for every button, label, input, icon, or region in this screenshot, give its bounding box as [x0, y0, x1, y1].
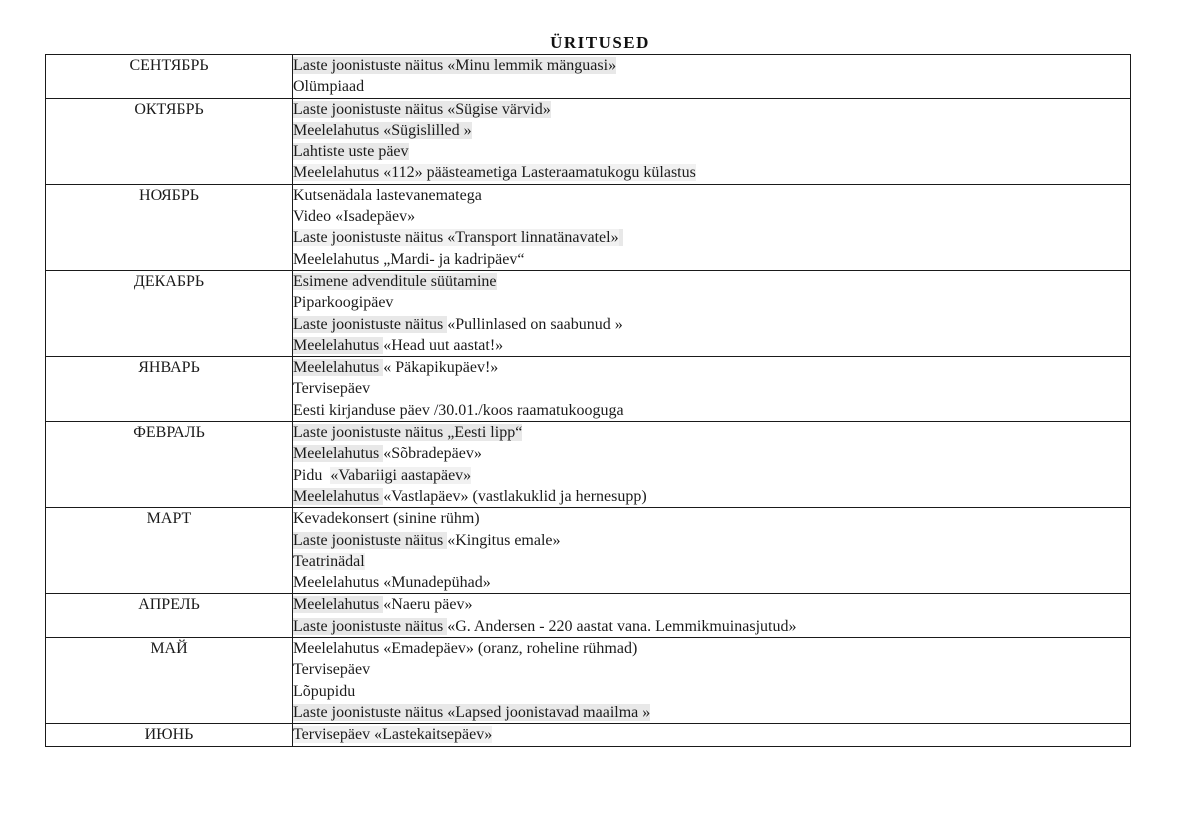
- event-line: [293, 659, 1130, 680]
- event-line: [293, 335, 1130, 356]
- event-line: [293, 486, 1130, 507]
- table-row: [46, 724, 1131, 746]
- event-line: [293, 357, 1130, 378]
- month-cell: ОКТЯБРЬ: [46, 98, 293, 184]
- month-cell: МАЙ: [46, 638, 293, 724]
- event-text: [619, 229, 623, 246]
- event-line: [293, 249, 1130, 270]
- event-line: [293, 443, 1130, 464]
- table-row: [46, 98, 1131, 184]
- event-text: Laste joonistuste näitus «Sügise värvid»: [293, 100, 551, 118]
- table-row: [46, 508, 1131, 594]
- events-cell: [293, 422, 1131, 508]
- event-line: [293, 99, 1130, 120]
- event-text: Meelelahutus: [293, 445, 384, 463]
- event-line: [293, 292, 1130, 313]
- event-text: Tervisepäev: [293, 380, 371, 398]
- event-text: Tervisepäev: [293, 661, 371, 679]
- event-text: Laste joonistuste näitus „Eesti lipp“: [293, 424, 523, 442]
- month-cell: ЯНВАРЬ: [46, 357, 293, 422]
- event-line: [293, 702, 1130, 723]
- event-line: [293, 378, 1130, 399]
- event-line: [293, 422, 1130, 443]
- month-cell: ДЕКАБРЬ: [46, 270, 293, 356]
- table-row: [46, 357, 1131, 422]
- event-text: «G. Andersen - 220 aastat vana. Lemmikmuinasjutud»: [447, 617, 797, 635]
- events-cell: [293, 357, 1131, 422]
- event-line: [293, 162, 1130, 183]
- event-text: Laste joonistuste näitus «Transport linnatänavatel»: [293, 229, 619, 247]
- event-text: «Vastlapäev» (vastlakuklid ja hernesupp): [383, 487, 647, 505]
- event-text: Kevadekonsert (sinine rühm): [293, 510, 480, 528]
- event-text: Tervisepäev «Lastekaitsepäev»: [293, 726, 493, 744]
- event-text: Laste joonistuste näitus: [293, 315, 448, 333]
- event-text: Meelelahutus «Sügislilled »: [293, 121, 472, 139]
- event-line: [293, 400, 1130, 421]
- event-text: Meelelahutus: [293, 359, 384, 377]
- event-text: Olümpiaad: [293, 78, 365, 96]
- event-line: [293, 681, 1130, 702]
- events-cell: [293, 508, 1131, 594]
- event-line: [293, 724, 1130, 745]
- event-text: Lõpupidu: [293, 682, 356, 700]
- event-line: [293, 530, 1130, 551]
- event-text: «Vabariigi aastapäev»: [330, 466, 472, 484]
- table-row: [46, 270, 1131, 356]
- events-cell: [293, 98, 1131, 184]
- month-cell: НОЯБРЬ: [46, 184, 293, 270]
- event-line: [293, 465, 1130, 486]
- event-line: [293, 227, 1130, 248]
- event-text: Meelelahutus: [293, 596, 384, 614]
- event-text: Meelelahutus «112» päästeametiga Lasteraamatukogu külastus: [293, 164, 696, 182]
- event-text: Video «Isadepäev»: [293, 208, 416, 226]
- event-text: Meelelahutus «Emadepäev» (oranz, roheline rühmad): [293, 640, 638, 658]
- event-text: «Sõbradepäev»: [383, 445, 482, 463]
- event-text: Lahtiste uste päev: [293, 143, 409, 161]
- table-row: [46, 184, 1131, 270]
- event-line: [293, 120, 1130, 141]
- table-row: [46, 422, 1131, 508]
- event-line: [293, 206, 1130, 227]
- page-title: ÜRITUSED: [550, 33, 650, 52]
- event-text: Laste joonistuste näitus «Minu lemmik mänguasi»: [293, 57, 617, 74]
- table-row: [46, 594, 1131, 638]
- event-text: Meelelahutus „Mardi- ja kadripäev“: [293, 250, 525, 268]
- month-cell: АПРЕЛЬ: [46, 594, 293, 638]
- event-line: [293, 185, 1130, 206]
- event-text: Laste joonistuste näitus: [293, 531, 448, 549]
- event-line: [293, 141, 1130, 162]
- event-text: « Päkapikupäev!»: [383, 359, 499, 377]
- event-line: [293, 76, 1130, 97]
- event-line: [293, 271, 1130, 292]
- event-text: Kutsenädala lastevanematega: [293, 186, 482, 204]
- event-text: «Naeru päev»: [383, 596, 473, 614]
- events-cell: [293, 638, 1131, 724]
- month-cell: МАРТ: [46, 508, 293, 594]
- event-text: Meelelahutus: [293, 336, 384, 354]
- event-line: [293, 638, 1130, 659]
- event-text: Teatrinädal: [293, 552, 365, 570]
- event-text: «Kingitus emale»: [447, 531, 561, 549]
- month-cell: ИЮНЬ: [46, 724, 293, 746]
- event-text: Meelelahutus: [293, 487, 384, 505]
- table-row: [46, 55, 1131, 99]
- table-row: [46, 638, 1131, 724]
- event-text: Piparkoogipäev: [293, 294, 394, 312]
- event-text: Esimene advenditule süütamine: [293, 272, 497, 290]
- event-text: Laste joonistuste näitus: [293, 617, 448, 635]
- event-line: [293, 551, 1130, 572]
- events-cell: [293, 270, 1131, 356]
- events-cell: [293, 55, 1131, 99]
- events-table: [45, 54, 1131, 747]
- month-cell: ФЕВРАЛЬ: [46, 422, 293, 508]
- event-line: [293, 55, 1130, 76]
- events-table-body: [46, 55, 1131, 747]
- event-line: [293, 314, 1130, 335]
- event-text: Eesti kirjanduse päev /30.01./koos raamatukooguga: [293, 401, 624, 419]
- event-text: Laste joonistuste näitus «Lapsed joonistavad maailma »: [293, 703, 651, 721]
- event-line: [293, 616, 1130, 637]
- event-text: Pidu: [293, 466, 331, 484]
- events-cell: [293, 594, 1131, 638]
- events-cell: [293, 724, 1131, 746]
- event-line: [293, 508, 1130, 529]
- events-cell: [293, 184, 1131, 270]
- event-line: [293, 594, 1130, 615]
- event-text: «Head uut aastat!»: [383, 336, 504, 354]
- event-text: «Pullinlased on saabunud »: [447, 315, 623, 333]
- event-text: Meelelahutus «Munadepühad»: [293, 574, 491, 592]
- event-line: [293, 572, 1130, 593]
- month-cell: СЕНТЯБРЬ: [46, 55, 293, 99]
